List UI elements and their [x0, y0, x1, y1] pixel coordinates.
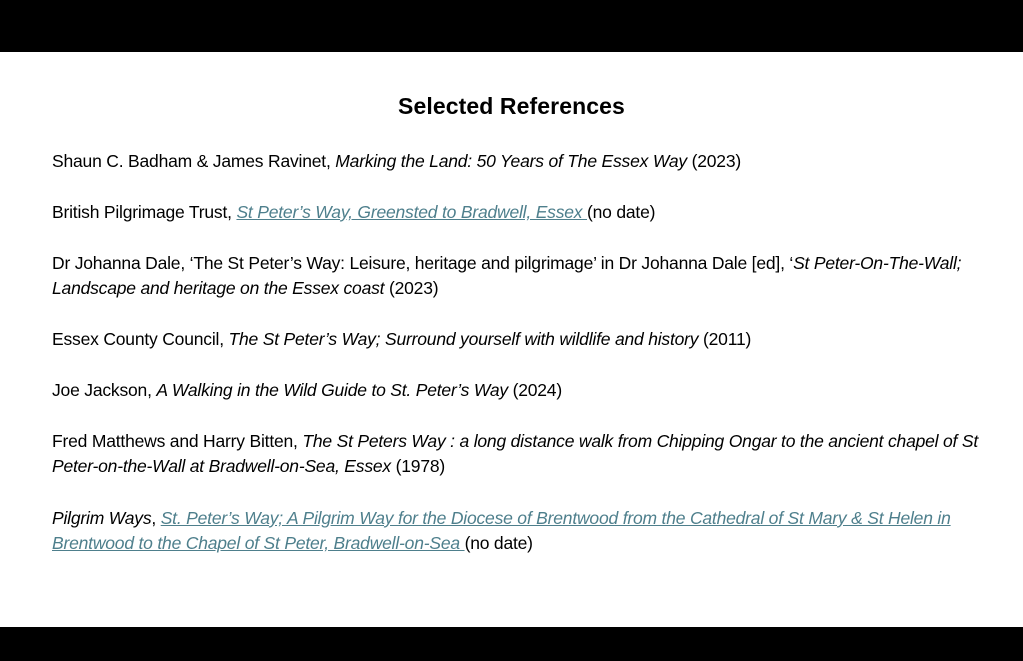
reference-item-essex-county-council	[52, 327, 982, 352]
reference-item-dale	[52, 251, 982, 301]
reference-authors: Joe Jackson,	[52, 380, 157, 400]
reference-date: (no date)	[464, 533, 533, 553]
reference-item-british-pilgrimage-trust	[52, 200, 982, 225]
reference-date: (1978)	[390, 456, 446, 476]
reference-authors: Shaun C. Badham & James Ravinet,	[52, 151, 336, 171]
reference-authors: Essex County Council,	[52, 329, 229, 349]
reference-authors: British Pilgrimage Trust,	[52, 202, 237, 222]
page-title: Selected References	[398, 93, 625, 119]
reference-date: (2011)	[698, 329, 752, 349]
reference-date: (2023)	[384, 278, 439, 298]
reference-title: Marking the Land: 50 Years of The Essex Way	[335, 151, 687, 171]
reference-item-matthews-bitten	[52, 429, 982, 479]
reference-date: (2023)	[686, 151, 741, 171]
reference-date: (2024)	[507, 380, 562, 400]
reference-list	[52, 149, 982, 582]
reference-authors: Dr Johanna Dale, ‘The St Peter’s Way: Leisure, heritage and pilgrimage’ in Dr Johanna Dale [ed], ‘	[52, 253, 794, 273]
reference-title: The St Peter’s Way; Surround yourself with wildlife and history	[228, 329, 699, 349]
reference-title: The St Peters Way : a long distance walk from Chipping Ongar to the ancient chapel of St Peter-on-the-Wall at Bradwell-on-Sea, Essex	[52, 431, 979, 476]
reference-title: St Peter-On-The-Wall; Landscape and heritage on the Essex coast	[52, 253, 962, 298]
reference-separator: ,	[151, 508, 161, 528]
reference-authors: Fred Matthews and Harry Bitten,	[52, 431, 303, 451]
reference-title: A Walking in the Wild Guide to St. Peter’s Way	[156, 380, 508, 400]
reference-link-st-peters-way-greensted[interactable]: St Peter’s Way, Greensted to Bradwell, Essex	[236, 202, 588, 222]
reference-item-jackson	[52, 378, 982, 403]
slide	[0, 52, 1023, 627]
reference-item-badham	[52, 149, 982, 174]
reference-date: (no date)	[587, 202, 656, 222]
reference-item-pilgrim-ways	[52, 506, 982, 556]
reference-link-pilgrim-way-brentwood[interactable]: St. Peter’s Way; A Pilgrim Way for the Diocese of Brentwood from the Cathedral of St Mary & St Helen in Brentwood to the Chapel of St Peter, Bradwell-on-Sea	[52, 508, 951, 553]
reference-publisher: Pilgrim Ways	[52, 508, 152, 528]
